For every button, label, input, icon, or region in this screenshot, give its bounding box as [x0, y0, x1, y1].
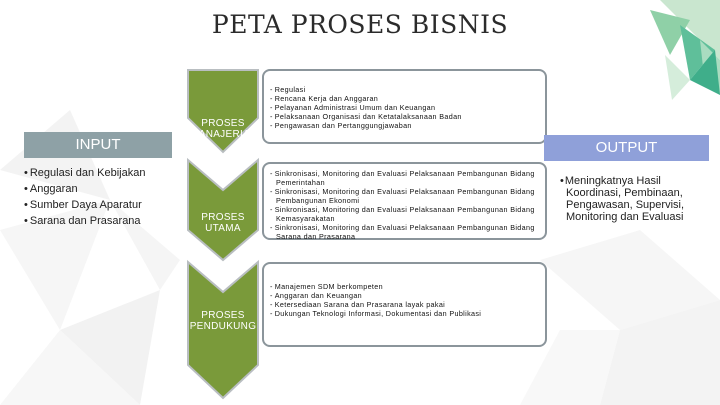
- output-list: [560, 175, 710, 223]
- process-item: - Sinkronisasi, Monitoring dan Evaluasi Pelaksanaan Pembangunan Bidang Pembangunan Ekonomi: [270, 187, 539, 205]
- input-header: INPUT: [24, 132, 172, 158]
- process-item: - Dukungan Teknologi Informasi, Dokumentasi dan Publikasi: [270, 309, 539, 318]
- process-list: [270, 282, 539, 318]
- process-item: - Pengawasan dan Pertanggungjawaban: [270, 121, 539, 130]
- output-header: OUTPUT: [544, 135, 709, 161]
- input-item: • Sarana dan Prasarana: [24, 214, 145, 228]
- process-item: - Pelaksanaan Organisasi dan Ketatalaksanaan Badan: [270, 112, 539, 121]
- input-item: • Anggaran: [24, 182, 145, 196]
- process-label-utama: PROSES UTAMA: [201, 212, 245, 234]
- output-item: • Meningkatnya Hasil Koordinasi, Pembinaan, Pengawasan, Supervisi, Monitoring dan Evaluasi: [560, 175, 710, 223]
- chevron-utama: [188, 160, 258, 260]
- process-item: - Sinkronisasi, Monitoring dan Evaluasi Pelaksanaan Pembangunan Bidang Kemasyarakatan: [270, 205, 539, 223]
- process-item: - Ketersediaan Sarana dan Prasarana layak pakai: [270, 300, 539, 309]
- process-item: - Pelayanan Administrasi Umum dan Keuangan: [270, 103, 539, 112]
- process-item: - Anggaran dan Keuangan: [270, 291, 539, 300]
- input-item: • Regulasi dan Kebijakan: [24, 166, 145, 180]
- process-list: [270, 169, 539, 241]
- process-label-manajerial: PROSES MANAJERIAL: [190, 118, 256, 140]
- process-item: - Sinkronisasi, Monitoring dan Evaluasi Pelaksanaan Pembangunan Bidang Pemerintahan: [270, 169, 539, 187]
- process-item: - Manajemen SDM berkompeten: [270, 282, 539, 291]
- process-item: - Regulasi: [270, 85, 539, 94]
- page-title: PETA PROSES BISNIS: [211, 10, 509, 39]
- process-box-manajerial: [262, 69, 547, 144]
- process-item: - Sinkronisasi, Monitoring dan Evaluasi Pelaksanaan Pembangunan Bidang Sarana dan Prasarana: [270, 223, 539, 241]
- process-box-utama: [262, 162, 547, 240]
- process-item: - Rencana Kerja dan Anggaran: [270, 94, 539, 103]
- input-item: • Sumber Daya Aparatur: [24, 198, 145, 212]
- process-box-pendukung: [262, 262, 547, 347]
- process-label-pendukung: PROSES PENDUKUNG: [189, 310, 257, 332]
- process-list: [270, 85, 539, 130]
